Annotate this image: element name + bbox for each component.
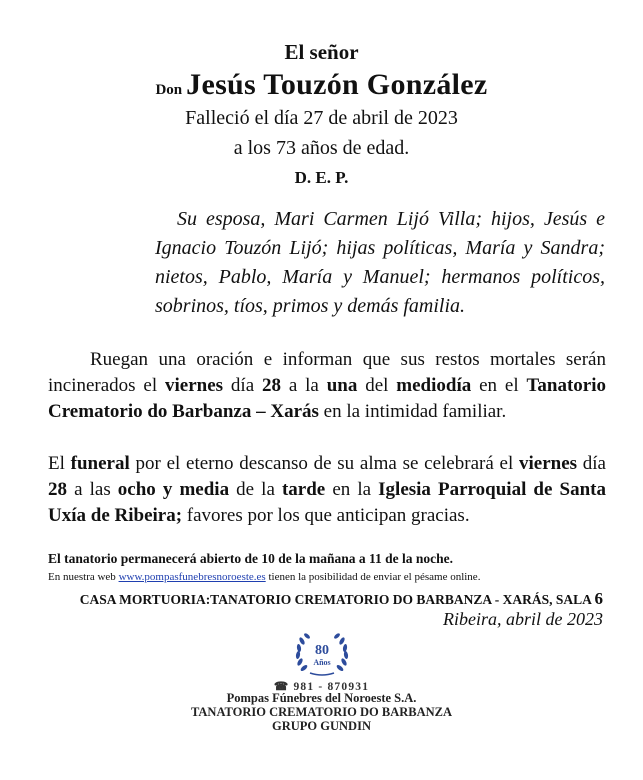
web-prefix: En nuestra web bbox=[48, 571, 119, 583]
text: día bbox=[223, 375, 262, 396]
city-date: Ribeira, abril de 2023 bbox=[443, 609, 603, 629]
group-name: GRUPO GUNDIN bbox=[272, 719, 371, 733]
death-date: Falleció el día 27 de abril de 2023 bbox=[185, 107, 458, 129]
emphasis: funeral bbox=[70, 453, 130, 474]
emphasis: una bbox=[326, 375, 358, 396]
cremation-paragraph bbox=[48, 347, 606, 425]
emphasis: tarde bbox=[281, 479, 326, 500]
emphasis: viernes bbox=[165, 375, 224, 396]
text: en el bbox=[471, 375, 527, 396]
tanatorio-name: TANATORIO CREMATORIO DO BARBANZA bbox=[190, 705, 453, 719]
text: en la bbox=[325, 479, 379, 500]
emphasis: Iglesia Parroquial de Santa Uxía de Ribeira; bbox=[48, 479, 606, 526]
text: favores por los que anticipan gracias. bbox=[182, 505, 470, 526]
sala-number: 6 bbox=[594, 589, 603, 608]
phone-icon: ☎ bbox=[273, 681, 290, 693]
company-name: Pompas Fúnebres del Noroeste S.A. bbox=[226, 691, 417, 705]
opening-hours-notice: El tanatorio permanecerá abierto de 10 de la mañana a 11 de la noche. bbox=[48, 551, 453, 566]
logo-number: 80 bbox=[315, 643, 329, 658]
web-suffix: tienen la posibilidad de enviar el pésame online. bbox=[265, 571, 481, 583]
casa-mortuoria-line bbox=[80, 589, 603, 609]
text: del bbox=[357, 375, 397, 396]
family-paragraph: Su esposa, Mari Carmen Lijó Villa; hijos, Jesús e Ignacio Touzón Lijó; hijas políticas, María y Sandra; nietos, Pablo, María y Manuel; hermanos políticos, sobrinos, tíos, primos y demás familia. bbox=[155, 208, 605, 317]
emphasis: ocho y media bbox=[117, 479, 230, 500]
emphasis: Tanatorio Crematorio do Barbanza – Xarás bbox=[48, 375, 607, 422]
80-anos-laurel-logo bbox=[290, 628, 354, 678]
text: en la intimidad familiar. bbox=[318, 401, 507, 422]
text: a las bbox=[67, 479, 118, 500]
deceased-name-line bbox=[0, 68, 643, 102]
age-line: a los 73 años de edad. bbox=[233, 137, 410, 159]
text: Ruegan una oración e informan que sus restos mortales serán incinerados el bbox=[48, 349, 606, 396]
title-el-senor: El señor bbox=[284, 40, 359, 64]
text: a la bbox=[281, 375, 327, 396]
deceased-name: Jesús Touzón González bbox=[186, 68, 488, 101]
emphasis: 28 bbox=[48, 479, 67, 500]
text: por el eterno descanso de su alma se celebrará el bbox=[129, 453, 519, 474]
emphasis: viernes bbox=[518, 453, 578, 474]
phone-number: 981 - 870931 bbox=[293, 681, 370, 693]
honorific: Don bbox=[155, 82, 183, 98]
funeral-paragraph bbox=[48, 451, 606, 529]
text: día bbox=[577, 453, 606, 474]
text: de la bbox=[229, 479, 282, 500]
emphasis: 28 bbox=[262, 375, 281, 396]
casa-text: CASA MORTUORIA:TANATORIO CREMATORIO DO BARBANZA - XARÁS, SALA bbox=[79, 592, 595, 607]
logo-word: Años bbox=[313, 658, 331, 667]
emphasis: mediodía bbox=[396, 375, 472, 396]
text: El bbox=[48, 453, 71, 474]
web-notice bbox=[48, 571, 480, 583]
website-link[interactable]: www.pompasfunebresnoroeste.es bbox=[118, 571, 266, 583]
dep-abbreviation: D. E. P. bbox=[294, 168, 349, 187]
